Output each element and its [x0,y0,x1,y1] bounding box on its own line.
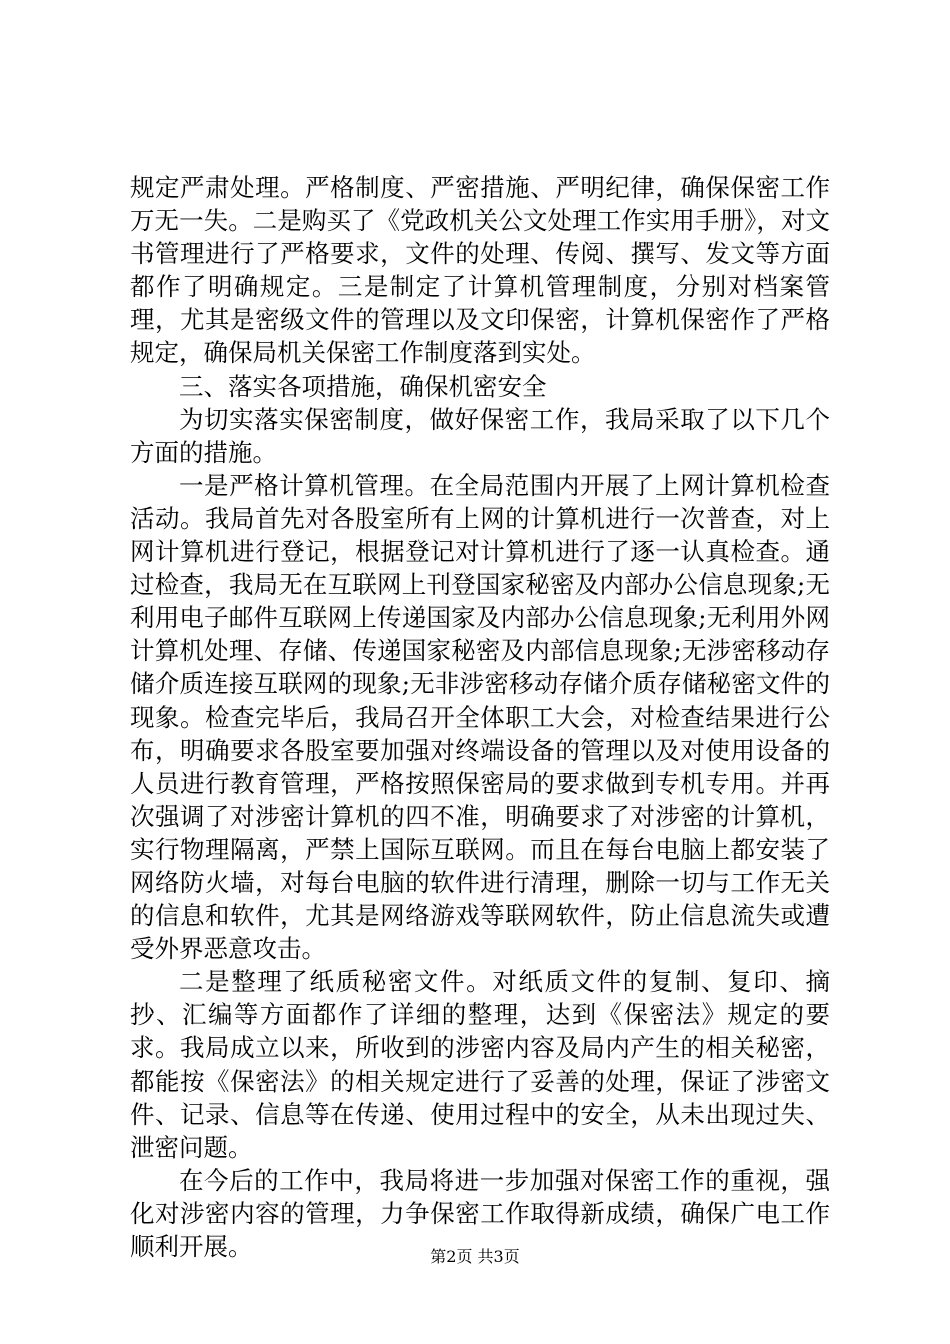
page-number: 第2页 共3页 [430,1247,520,1266]
paragraph: 二是整理了纸质秘密文件。对纸质文件的复制、复印、摘抄、汇编等方面都作了详细的整理，达到《保密法》规定的要求。我局成立以来，所收到的涉密内容及局内产生的相关秘密，都能按《保密法》的相关规定进行了妥善的处理，保证了涉密文件、记录、信息等在传递、使用过程中的安全，从未出现过失、泄密问题。 [130,967,830,1162]
paragraph: 为切实落实保密制度，做好保密工作，我局采取了以下几个方面的措施。 [130,404,830,467]
section-heading: 三、落实各项措施，确保机密安全 [179,371,547,401]
paragraph: 一是严格计算机管理。在全局范围内开展了上网计算机检查活动。我局首先对各股室所有上网的计算机进行一次普查，对上网计算机进行登记，根据登记对计算机进行了逐一认真检查。通过检查，我局无在互联网上刊登国家秘密及内部办公信息现象;无利用电子邮件互联网上传递国家及内部办公信息现象;无利用外网计算机处理、存储、传递国家秘密及内部信息现象;无涉密移动存储介质连接互联网的现象;无非涉密移动存储介质存储秘密文件的现象。检查完毕后，我局召开全体职工大会，对检查结果进行公布，明确要求各股室要加强对终端设备的管理以及对使用设备的人员进行教育管理，严格按照保密局的要求做到专机专用。并再次强调了对涉密计算机的四不准，明确要求了对涉密的计算机，实行物理隔离，严禁上国际互联网。而且在每台电脑上都安装了网络防火墙，对每台电脑的软件进行清理，删除一切与工作无关的信息和软件，尤其是网络游戏等联网软件，防止信息流失或遭受外界恶意攻击。 [130,470,830,964]
document-body [130,171,830,1263]
paragraph-continuation: 规定严肃处理。严格制度、严密措施、严明纪律，确保保密工作万无一失。二是购买了《党政机关公文处理工作实用手册》，对文书管理进行了严格要求，文件的处理、传阅、撰写、发文等方面都作了明确规定。三是制定了计算机管理制度，分别对档案管理，尤其是密级文件的管理以及文印保密，计算机保密作了严格规定，确保局机关保密工作制度落到实处。 [130,173,830,368]
paragraph: 在今后的工作中，我局将进一步加强对保密工作的重视，强化对涉密内容的管理，力争保密工作取得新成绩，确保广电工作顺利开展。 [130,1165,830,1261]
